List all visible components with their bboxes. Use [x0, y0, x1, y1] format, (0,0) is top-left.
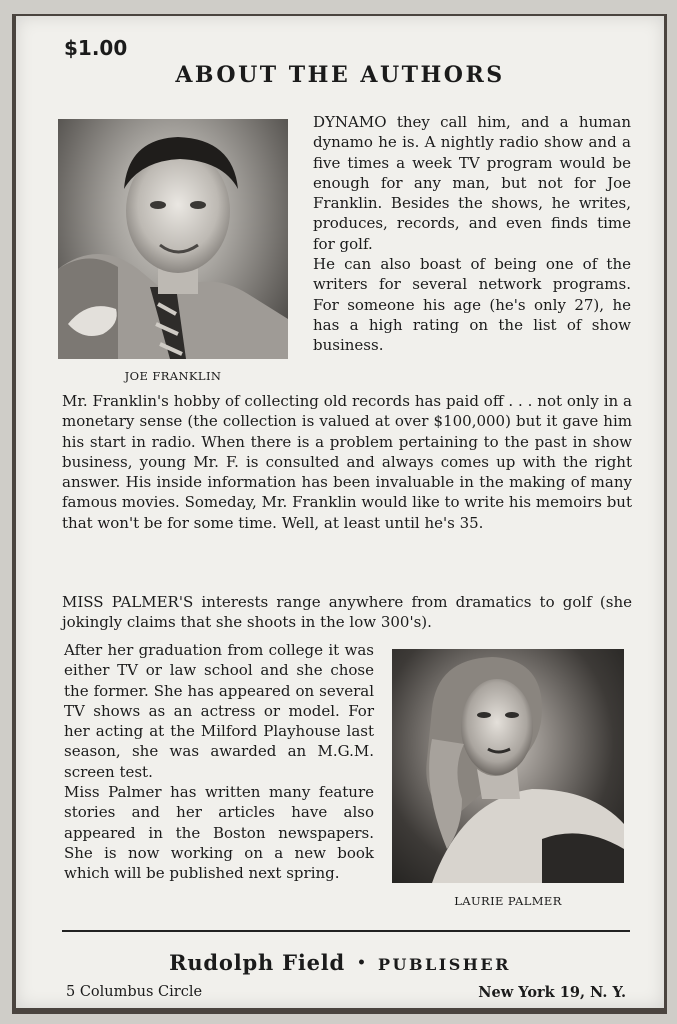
- palmer-bio-paragraph: MISS PALMER'S interests range anywhere from dramatics to golf (she jokingly claims that she shoots in the low 300's).: [62, 593, 632, 632]
- price: $1.00: [64, 36, 128, 60]
- page-title: ABOUT THE AUTHORS: [175, 62, 505, 88]
- publisher-address-city: New York 19, N. Y.: [478, 984, 626, 1001]
- laurie-palmer-caption: LAURIE PALMER: [454, 894, 562, 908]
- publisher-separator: •: [357, 955, 366, 971]
- franklin-bio-paragraph: Mr. Franklin's hobby of collecting old records has paid off . . . not only in a monetary sense (the collection is valued at over $100,000) but it gave him his start in radio. When there is a problem pertaining to the past in show business, young Mr. F. is consulted and always comes up with the right answer. His inside information has been invaluable in the making of many famous movies. Someday, Mr. Franklin would like to write his memoirs but that won't be for some time. Well, at least until he's 35.: [62, 392, 632, 532]
- back-cover: [16, 16, 664, 1008]
- joe-franklin-photo: [58, 119, 288, 359]
- publisher-address-street: 5 Columbus Circle: [66, 984, 203, 1000]
- laurie-palmer-photo: [392, 649, 624, 883]
- palmer-bio-full-width: [62, 592, 632, 633]
- publisher-role: PUBLISHER: [378, 955, 511, 974]
- joe-franklin-caption: JOE FRANKLIN: [124, 369, 222, 383]
- franklin-bio-paragraph: He can also boast of being one of the writers for several network programs. For someone his age (he's only 27), he has a high rating on the list of show business.: [313, 255, 631, 355]
- divider-rule: [62, 930, 630, 932]
- palmer-bio-paragraph: After her graduation from college it was either TV or law school and she chose the former. She has appeared on several TV shows as an actress or model. For her acting at the Milford Playhouse last season, she was awarded an M.G.M. screen test.: [64, 641, 374, 781]
- palmer-bio-paragraph: Miss Palmer has written many feature stories and her articles have also appeared in the Boston newspapers. She is now working on a new book which will be published next spring.: [64, 783, 374, 883]
- franklin-bio-full-width: [62, 391, 632, 533]
- publisher-line: [16, 950, 664, 975]
- joe-franklin-portrait-illustration: [58, 119, 288, 359]
- laurie-palmer-portrait-illustration: [392, 649, 624, 883]
- franklin-bio-beside-photo: [313, 112, 631, 356]
- publisher-name: Rudolph Field: [169, 950, 346, 975]
- franklin-bio-paragraph: DYNAMO they call him, and a human dynamo he is. A nightly radio show and a five times a week TV program would be enough for any man, but not for Joe Franklin. Besides the shows, he writes, produces, records, and even finds time for golf.: [313, 113, 631, 253]
- palmer-bio-beside-photo: [64, 640, 374, 884]
